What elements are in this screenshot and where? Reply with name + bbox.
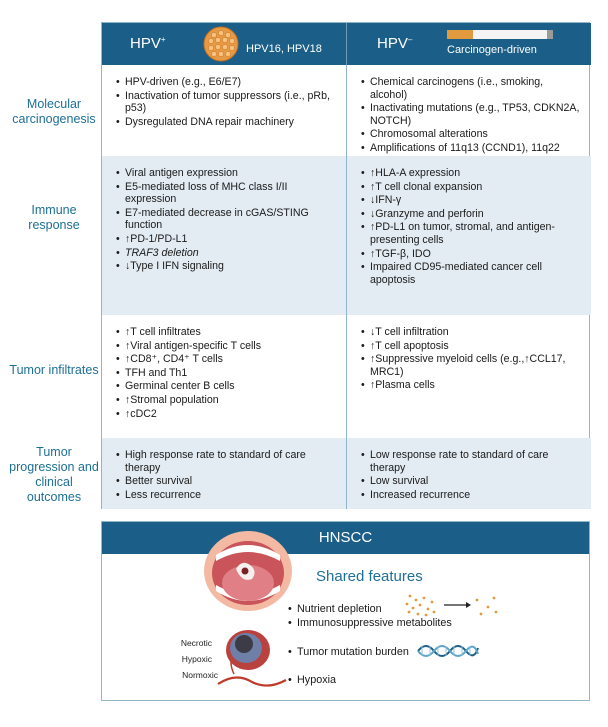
list-item: • Better survival: [116, 475, 338, 488]
carcinogen-driven-label: Carcinogen-driven: [447, 44, 537, 56]
list-item: • Germinal center B cells: [116, 380, 338, 393]
comparison-table: [101, 22, 590, 509]
list-item: • TFH and Th1: [116, 367, 338, 380]
list-item: • ↑T cell clonal expansion: [361, 181, 583, 194]
feature-item: • Immunosuppressive metabolites: [288, 617, 452, 630]
list-item: • Chemical carcinogens (i.e., smoking, alcohol): [361, 76, 583, 101]
list-item: • ↑T cell apoptosis: [361, 340, 583, 353]
list-item: • Less recurrence: [116, 489, 338, 502]
dna-icon: [416, 640, 480, 662]
list-item: • ↑PD-1/PD-L1: [116, 233, 338, 246]
feature-item: • Nutrient depletion: [288, 603, 382, 616]
list-item: • ↑cDC2: [116, 408, 338, 421]
list-item: • Chromosomal alterations: [361, 128, 583, 141]
list-item: • ↑Plasma cells: [361, 379, 583, 392]
row-label-molecular: Molecular carcinogenesis: [12, 97, 96, 126]
cell-outcomes-positive: [102, 438, 346, 509]
feature-item: • Hypoxia: [288, 674, 336, 687]
list-item: • Amplifications of 11q13 (CCND1), 11q22: [361, 142, 583, 167]
tumor-label-hypoxic: Hypoxic: [181, 654, 212, 664]
feature-item: • Tumor mutation burden: [288, 646, 409, 659]
hnscc-panel: [101, 521, 590, 701]
cigarette-icon: [447, 27, 555, 41]
list-item: • ↑Viral antigen-specific T cells: [116, 340, 338, 353]
list-item: • High response rate to standard of care therapy: [116, 449, 338, 474]
list-item: • ↑TGF-β, IDO: [361, 248, 583, 261]
cell-molecular-negative: [347, 65, 591, 156]
list-item: • Low response rate to standard of care therapy: [361, 449, 583, 474]
cell-immune-positive: [102, 156, 346, 315]
list-item: • E5-mediated loss of MHC class I/II expression: [116, 181, 338, 206]
list-item: • ↑CD8⁺, CD4⁺ T cells: [116, 353, 338, 366]
tumor-label-necrotic: Necrotic: [180, 638, 212, 648]
hpv-positive-sup: +: [160, 35, 166, 44]
hpv-negative-sup: –: [407, 35, 413, 44]
cell-molecular-positive: [102, 65, 346, 156]
shared-features-title: Shared features: [316, 568, 423, 585]
tumor-icon: [214, 622, 290, 690]
list-item: • Increased recurrence: [361, 489, 583, 502]
cell-immune-negative: [347, 156, 591, 315]
row-label-immune: Immune response: [28, 203, 80, 232]
list-item: • E7-mediated decrease in cGAS/STING function: [116, 207, 338, 232]
list-item: • TRAF3 deletion: [116, 247, 338, 260]
list-item: • ↓T cell infiltration: [361, 326, 583, 339]
row-label-infiltrates: Tumor infiltrates: [9, 363, 99, 377]
open-mouth-icon: [202, 525, 294, 613]
row-label-outcomes: Tumor progression and clinical outcomes: [9, 445, 99, 504]
list-item: • Inactivation of tumor suppressors (i.e., pRb, p53): [116, 90, 338, 115]
list-item: • Dysregulated DNA repair machinery: [116, 116, 338, 129]
list-item: • ↑T cell infiltrates: [116, 326, 338, 339]
cell-infiltrates-positive: [102, 315, 346, 438]
list-item: • Inactivating mutations (e.g., TP53, CDKN2A, NOTCH): [361, 102, 583, 127]
list-item: • Viral antigen expression: [116, 167, 338, 180]
list-item: • ↓IFN-γ: [361, 194, 583, 207]
list-item: • ↓Granzyme and perforin: [361, 208, 583, 221]
header-hpv-positive: [102, 23, 346, 65]
hpv-negative-label: HPV: [377, 35, 408, 52]
cell-infiltrates-negative: [347, 315, 591, 438]
list-item: • Low survival: [361, 475, 583, 488]
list-item: • ↓Type I IFN signaling: [116, 260, 338, 273]
list-item: • HPV-driven (e.g., E6/E7): [116, 76, 338, 89]
hpv-positive-label: HPV: [130, 35, 161, 52]
hpv-virus-icon: [202, 25, 240, 63]
hpv-types: HPV16, HPV18: [246, 43, 322, 55]
list-item: • ↑HLA-A expression: [361, 167, 583, 180]
nutrient-depletion-icon: [402, 590, 502, 620]
cell-outcomes-negative: [347, 438, 591, 509]
column-divider: [346, 65, 347, 508]
header-hpv-negative: [346, 23, 591, 65]
list-item: • ↑PD-L1 on tumor, stromal, and antigen-presenting cells: [361, 221, 583, 246]
list-item: • ↑Stromal population: [116, 394, 338, 407]
hnscc-title: HNSCC: [102, 522, 589, 554]
tumor-label-normoxic: Normoxic: [182, 670, 218, 680]
list-item: • ↑Suppressive myeloid cells (e.g.,↑CCL17, MRC1): [361, 353, 583, 378]
list-item: • Impaired CD95-mediated cancer cell apoptosis: [361, 261, 583, 286]
